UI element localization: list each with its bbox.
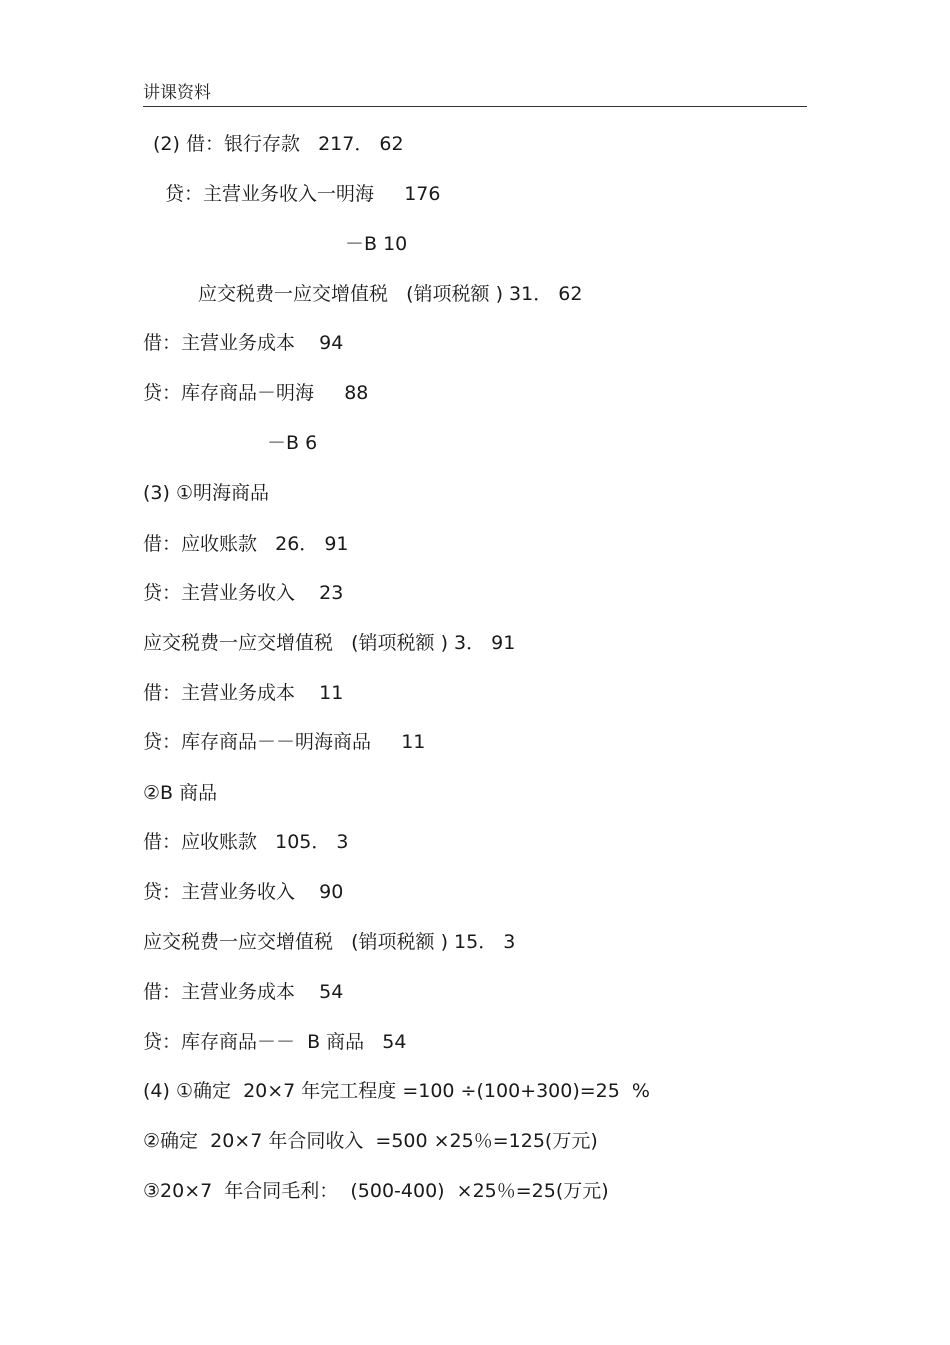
entry-line-22: ③20×7 年合同毛利： (500-400) ×25％=25(万元) xyxy=(143,1180,609,1202)
entry-line-9: 借：应收账款 26． 91 xyxy=(143,533,349,555)
entry-line-8: (3) ①明海商品 xyxy=(143,482,269,504)
entry-line-17: 应交税费一应交增值税 (销项税额 ) 15． 3 xyxy=(143,931,516,953)
entry-line-11: 应交税费一应交增值税 (销项税额 ) 3． 91 xyxy=(143,632,516,654)
entry-line-6: 贷：库存商品－明海 88 xyxy=(143,382,369,404)
page-header-title: 讲课资料 xyxy=(143,83,211,103)
entry-line-7: －B 6 xyxy=(267,432,318,454)
entry-line-14: ②B 商品 xyxy=(143,782,218,804)
entry-line-2: 贷：主营业务收入一明海 176 xyxy=(165,183,441,205)
entry-line-20: (4) ①确定 20×7 年完工程度 =100 ÷(100+300)=25 % xyxy=(143,1080,650,1102)
header-divider xyxy=(143,106,807,107)
entry-line-10: 贷：主营业务收入 23 xyxy=(143,582,344,604)
entry-line-4: 应交税费一应交增值税 (销项税额 ) 31． 62 xyxy=(198,283,583,305)
entry-line-1: (2) 借：银行存款 217． 62 xyxy=(153,133,404,155)
entry-line-3: －B 10 xyxy=(345,233,408,255)
entry-line-21: ②确定 20×7 年合同收入 =500 ×25％=125(万元) xyxy=(143,1130,598,1152)
entry-line-18: 借：主营业务成本 54 xyxy=(143,981,344,1003)
entry-line-12: 借：主营业务成本 11 xyxy=(143,682,344,704)
entry-line-15: 借：应收账款 105． 3 xyxy=(143,831,349,853)
entry-line-13: 贷：库存商品－－明海商品 11 xyxy=(143,731,426,753)
entry-line-19: 贷：库存商品－－ B 商品 54 xyxy=(143,1031,407,1053)
entry-line-16: 贷：主营业务收入 90 xyxy=(143,881,344,903)
entry-line-5: 借：主营业务成本 94 xyxy=(143,332,344,354)
